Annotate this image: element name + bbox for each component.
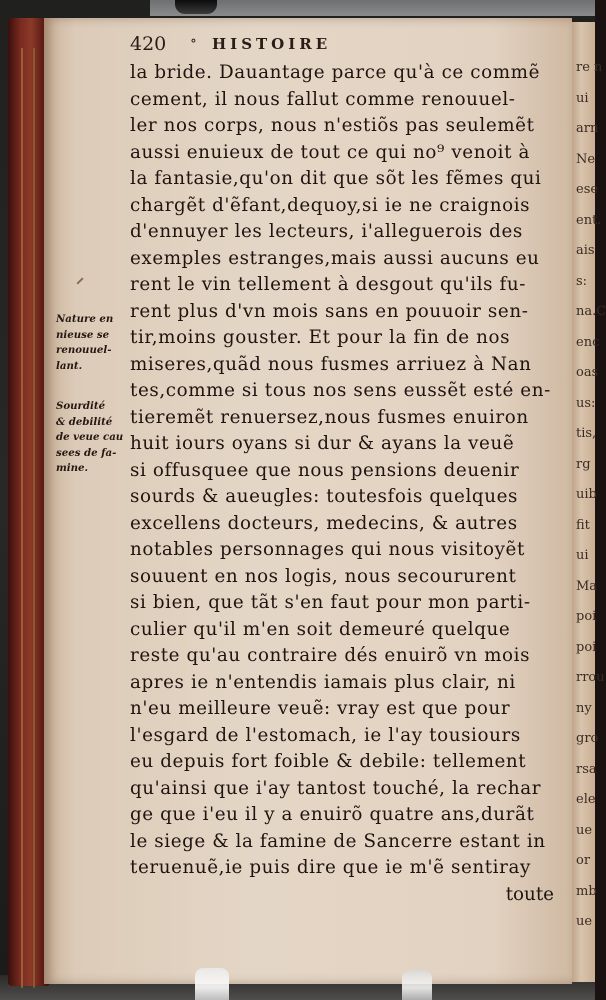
facing-page-fragment: poi bbox=[576, 609, 597, 624]
text-line: eu depuis fort foible & debile: tellement bbox=[130, 751, 527, 772]
text-line: rent plus d'vn mois sans en pouuoir sen- bbox=[130, 300, 529, 322]
text-line: souuent en nos logis, nous secoururent bbox=[130, 565, 517, 587]
text-line: tes,comme si tous nos sens eussẽt esté en- bbox=[130, 380, 551, 401]
running-head: HISTOIRE bbox=[212, 35, 332, 53]
text-line: la bride. Dauantage parce qu'à ce commẽ bbox=[130, 62, 540, 83]
facing-page-fragment: rrou bbox=[576, 670, 605, 685]
margin-note-line: nieuse se bbox=[56, 328, 110, 341]
text-line: l'esgard de l'estomach, ie l'ay tousiours bbox=[130, 724, 521, 746]
facing-page-fragment: ais bbox=[576, 243, 595, 258]
text-line: n'eu meilleure veuẽ: vray est que pour bbox=[130, 698, 511, 719]
text-line: excellens docteurs, medecins, & autres bbox=[130, 512, 518, 534]
body-text bbox=[130, 60, 554, 908]
facing-page-fragment: s: bbox=[576, 273, 588, 289]
facing-page-fragment: na.C bbox=[576, 304, 606, 319]
facing-page-fragment: Ne bbox=[576, 151, 596, 167]
facing-page-fragment: ue bbox=[576, 914, 593, 929]
facing-page-fragment: mb bbox=[576, 883, 597, 899]
facing-page-fragment: tis, bbox=[576, 426, 597, 441]
facing-page-fragment: rsa bbox=[576, 761, 597, 777]
facing-page-fragment: oas bbox=[576, 365, 599, 380]
text-line: le siege & la famine de Sancerre estant in bbox=[130, 830, 546, 852]
page-number: 420 bbox=[130, 33, 167, 55]
facing-page-fragment: poi bbox=[576, 639, 597, 655]
margin-note-line: lant. bbox=[56, 359, 83, 372]
text-line: teruenuẽ,ie puis dire que ie m'ẽ sentiray bbox=[130, 857, 531, 878]
text-line: culier qu'il m'en soit demeuré quelque bbox=[130, 618, 511, 640]
margin-note-line: & debilité bbox=[56, 415, 113, 428]
text-line: ler nos corps, nous n'estiõs pas seulemẽt bbox=[130, 115, 535, 136]
text-line: si offusquee que nous pensions deuenir bbox=[130, 459, 520, 481]
facing-page-edge bbox=[572, 22, 606, 982]
facing-page-fragment: re n bbox=[576, 60, 603, 75]
text-line: toute bbox=[505, 883, 554, 905]
facing-page-fragment: ny bbox=[576, 700, 592, 716]
gilt-tooling bbox=[21, 48, 35, 988]
facing-page-fragment: ent. bbox=[576, 212, 602, 228]
text-line: tieremẽt renuersez,nous fusmes enuiron bbox=[130, 406, 529, 428]
page-clip-bottom-left bbox=[195, 968, 229, 1000]
margin-note-line: sees de fa- bbox=[56, 446, 117, 459]
margin-note-gap bbox=[56, 374, 128, 399]
facing-page-fragment: ui bbox=[576, 548, 589, 563]
text-line: reste qu'au contraire dés enuirõ vn mois bbox=[130, 645, 531, 666]
text-line: rent le vin tellement à desgout qu'ils fu- bbox=[130, 274, 527, 295]
facing-page-fragment: uib bbox=[576, 487, 597, 502]
text-line: huit iours oyans si dur & ayans la veuẽ bbox=[130, 433, 515, 454]
text-line: cement, il nous fallut comme renouuel- bbox=[130, 88, 516, 110]
page-clip-bottom-right bbox=[402, 970, 432, 1000]
text-line: si bien, que tãt s'en faut pour mon parti- bbox=[130, 592, 531, 613]
margin-note-line: de veue cau bbox=[56, 431, 124, 443]
text-line: apres ie n'entendis iamais plus clair, ni bbox=[130, 671, 516, 693]
facing-page-fragment: fit bbox=[576, 517, 590, 533]
text-line: miseres,quãd nous fusmes arriuez à Nan bbox=[130, 353, 532, 375]
text-line: ge que i'eu il y a enuirõ quatre ans,durãt bbox=[130, 804, 535, 825]
text-line: qu'ainsi que i'ay tantost touché, la rechar bbox=[130, 777, 542, 799]
facing-page-fragment: ele bbox=[576, 792, 596, 807]
text-line: sourds & aueugles: toutesfois quelques bbox=[130, 486, 518, 507]
margin-note-line: Sourdité bbox=[56, 400, 106, 412]
margin-note-line: renouuel- bbox=[56, 344, 112, 356]
header-ornament: ∘ bbox=[190, 33, 197, 49]
margin-note bbox=[56, 399, 128, 477]
text-line: d'ennuyer les lecteurs, i'alleguerois des bbox=[130, 221, 523, 242]
facing-page-fragment: us: bbox=[576, 395, 596, 411]
facing-page-fragment: enc bbox=[576, 334, 600, 350]
page-clip-top bbox=[175, 0, 217, 14]
margin-note-line: mine. bbox=[56, 462, 89, 474]
text-line: la fantasie,qu'on dit que sõt les fẽmes qui bbox=[130, 168, 542, 189]
margin-note bbox=[56, 312, 128, 374]
facing-page-fragment: rg bbox=[576, 456, 591, 472]
margin-notes bbox=[56, 312, 128, 477]
text-line: notables personnages qui nous visitoyẽt bbox=[130, 539, 525, 560]
facing-page-fragment: ui bbox=[576, 90, 589, 106]
text-line: tir,moins gouster. Et pour la fin de nos bbox=[130, 327, 511, 348]
text-line: aussi enuieux de tout ce qui no⁹ venoit à bbox=[130, 141, 530, 163]
facing-page-fragment: or bbox=[576, 853, 591, 868]
facing-page-fragment: arn bbox=[576, 121, 599, 136]
facing-page-fragment: Ma bbox=[576, 578, 598, 594]
facing-page-fragment: gro bbox=[576, 731, 599, 746]
text-line: chargẽt d'ẽfant,dequoy,si ie ne craignois bbox=[130, 194, 531, 216]
margin-note-line: Nature en bbox=[56, 313, 114, 325]
facing-page-fragment: ese bbox=[576, 182, 599, 197]
text-line: exemples estranges,mais aussi aucuns eu bbox=[130, 247, 540, 269]
facing-page-fragment: ue bbox=[576, 822, 593, 838]
